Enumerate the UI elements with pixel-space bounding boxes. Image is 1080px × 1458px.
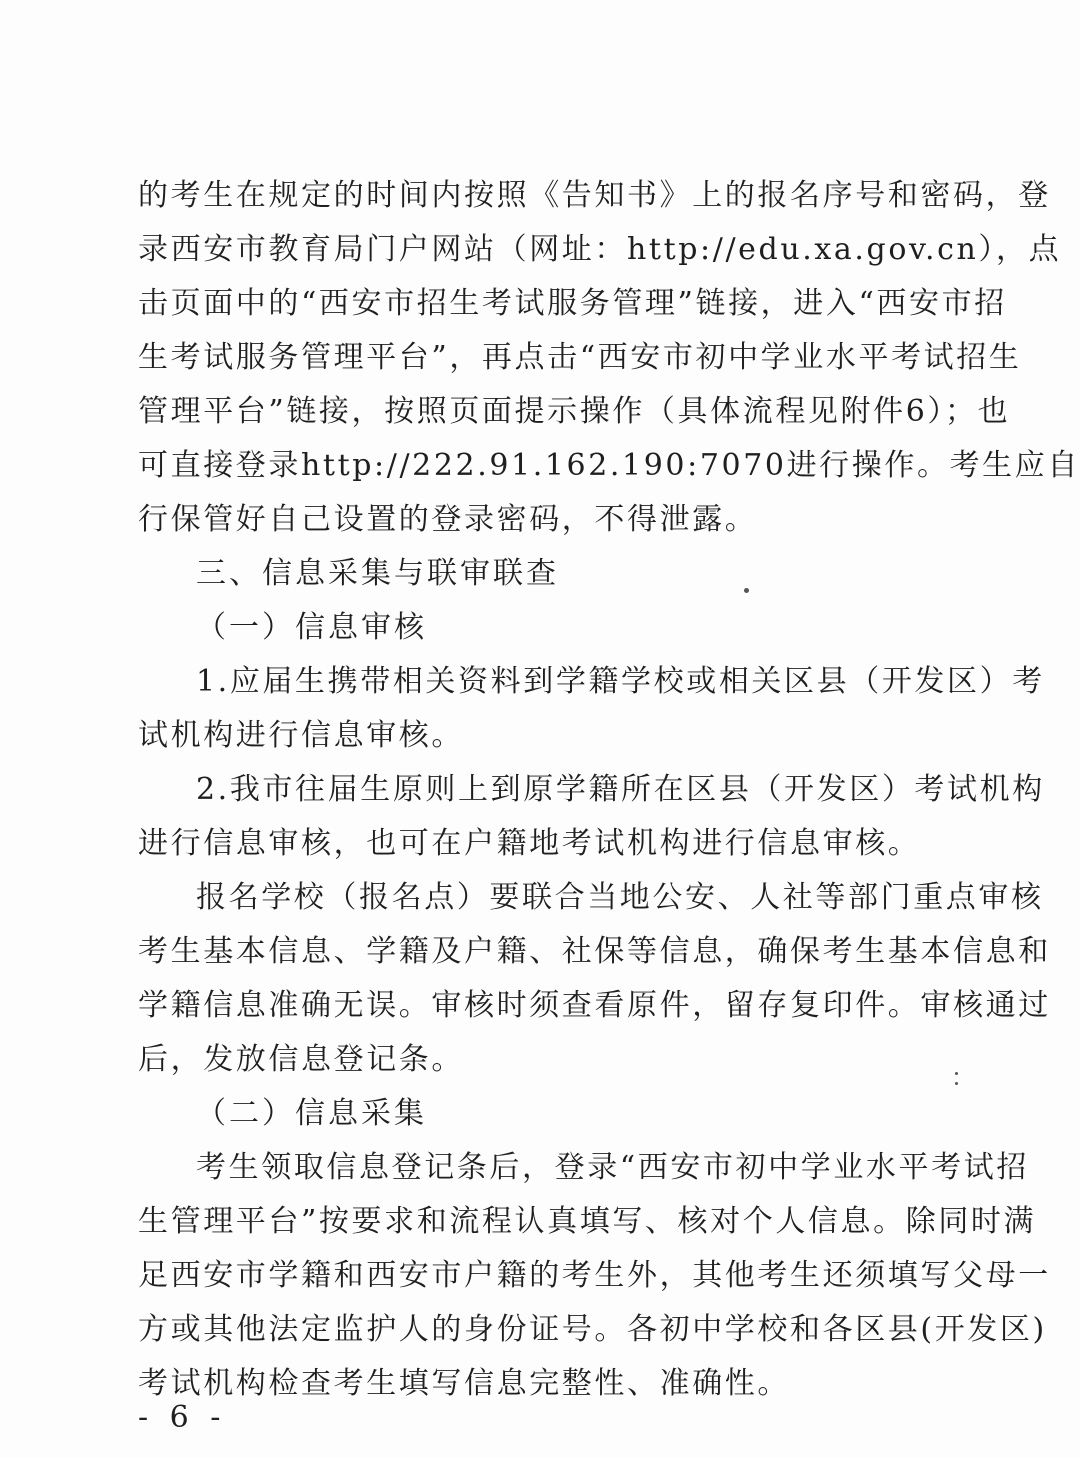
paragraph-line: 方或其他法定监护人的身份证号。各初中学校和各区县(开发区): [138, 1312, 1047, 1347]
paragraph-line: 的考生在规定的时间内按照《告知书》上的报名序号和密码，登: [138, 178, 1051, 213]
scan-speck: [955, 1082, 958, 1085]
paragraph-line: 管理平台”链接，按照页面提示操作（具体流程见附件6）；也: [138, 394, 1011, 429]
paragraph-line: 足西安市学籍和西安市户籍的考生外，其他考生还须填写父母一: [138, 1258, 1051, 1293]
paragraph-line: 考生领取信息登记条后，登录“西安市初中学业水平考试招: [196, 1150, 1029, 1185]
paragraph-line: 后，发放信息登记条。: [138, 1042, 464, 1077]
paragraph-line: 生管理平台”按要求和流程认真填写、核对个人信息。除同时满: [138, 1204, 1037, 1239]
paragraph-line: 1.应届生携带相关资料到学籍学校或相关区县（开发区）考: [196, 664, 1045, 699]
paragraph-line: 进行信息审核，也可在户籍地考试机构进行信息审核。: [138, 826, 921, 861]
paragraph-line: 击页面中的“西安市招生考试服务管理”链接，进入“西安市招: [138, 286, 1007, 321]
paragraph-line: 生考试服务管理平台”，再点击“西安市初中学业水平考试招生: [138, 340, 1022, 375]
paragraph-line: 行保管好自己设置的登录密码，不得泄露。: [138, 502, 758, 537]
paragraph-line: 报名学校（报名点）要联合当地公安、人社等部门重点审核: [196, 880, 1044, 915]
paragraph-line: 试机构进行信息审核。: [138, 718, 464, 753]
scan-speck: [744, 588, 749, 593]
paragraph-line: 录西安市教育局门户网站（网址：http://edu.xa.gov.cn），点: [138, 232, 1062, 267]
subsection-heading: （二）信息采集: [196, 1096, 427, 1131]
section-heading: 三、信息采集与联审联查: [196, 556, 559, 591]
scan-speck: [955, 1072, 958, 1075]
subsection-heading: （一）信息审核: [196, 610, 427, 645]
paragraph-line: 学籍信息准确无误。审核时须查看原件，留存复印件。审核通过: [138, 988, 1051, 1023]
paragraph-line: 考生基本信息、学籍及户籍、社保等信息，确保考生基本信息和: [138, 934, 1051, 969]
paragraph-line: 考试机构检查考生填写信息完整性、准确性。: [138, 1366, 790, 1401]
paragraph-line: 2.我市往届生原则上到原学籍所在区县（开发区）考试机构: [196, 772, 1045, 807]
paragraph-line: 可直接登录http://222.91.162.190:7070进行操作。考生应自: [138, 448, 1080, 483]
page-number: - 6 -: [138, 1400, 227, 1435]
